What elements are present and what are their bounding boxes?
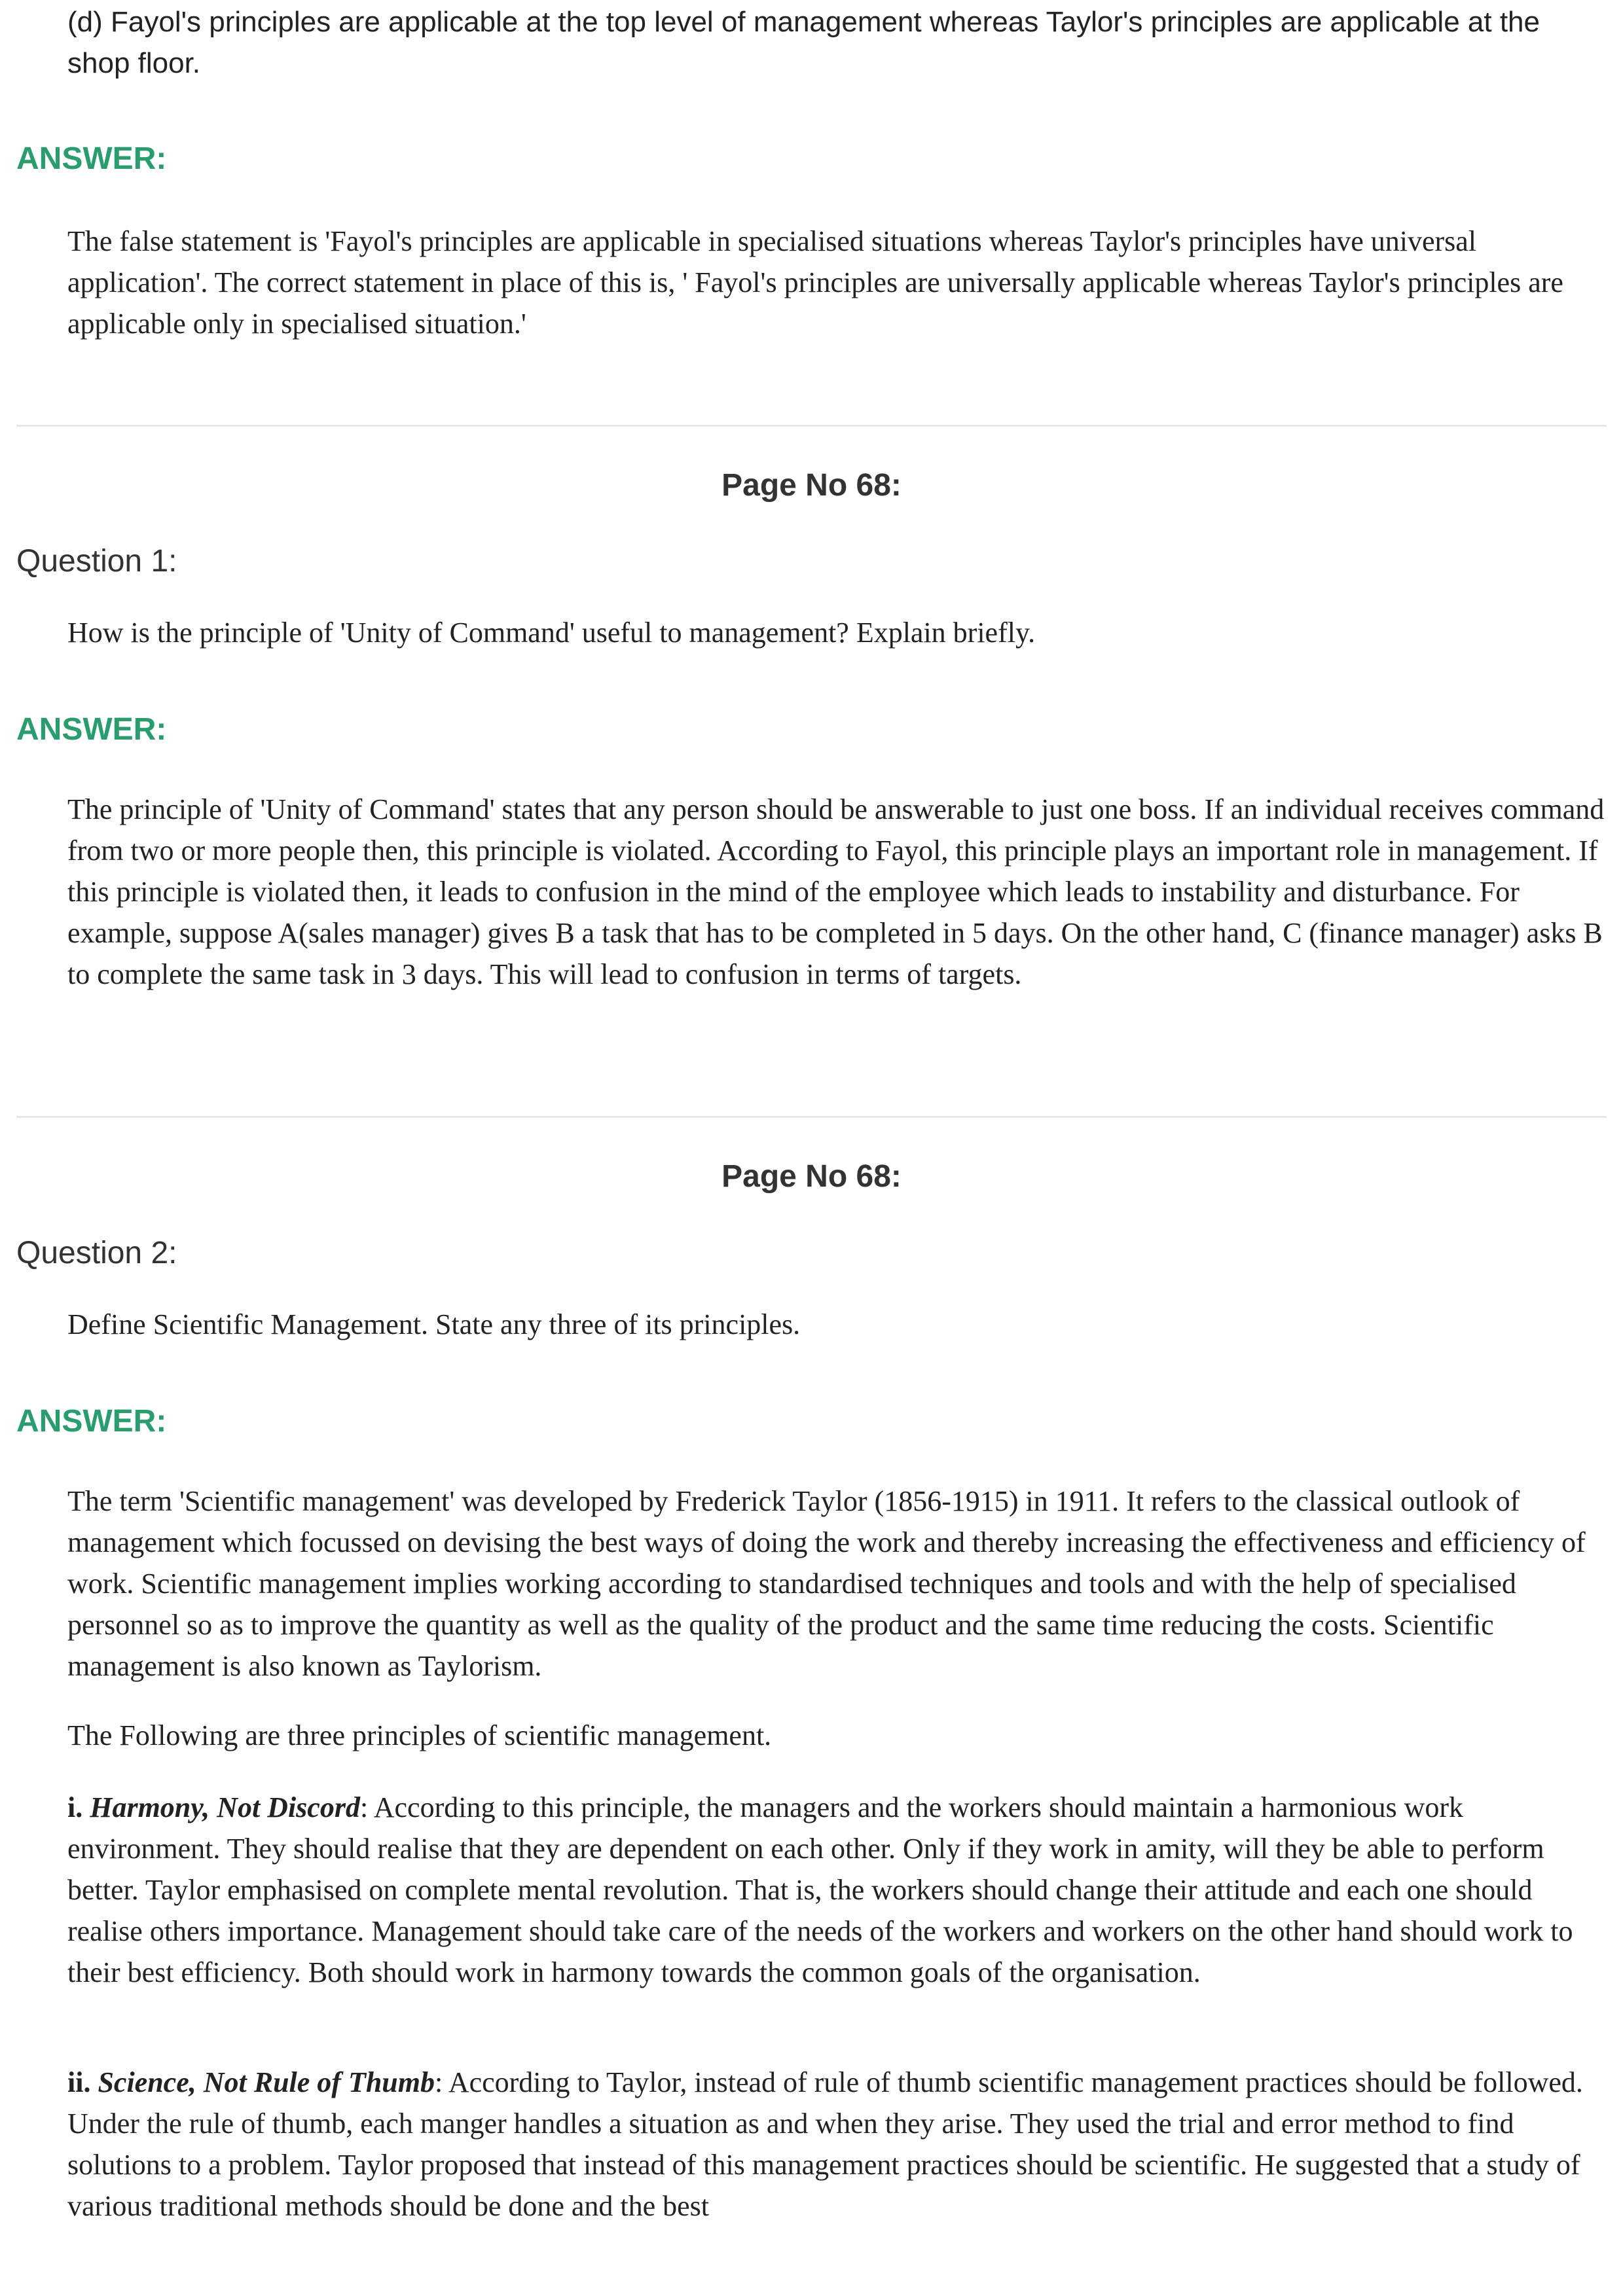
principle-title: Science, Not Rule of Thumb <box>98 2066 435 2098</box>
principle-item <box>67 2062 1606 2227</box>
answer-label: ANSWER: <box>16 712 167 747</box>
answer-paragraph: The Following are three principles of scientific management. <box>67 1719 772 1751</box>
question-label: Question 1: <box>16 544 177 579</box>
question-label: Question 2: <box>16 1236 177 1270</box>
answer-text: The principle of 'Unity of Command' states that any person should be answerable to just one boss. If an individual receives command from two or more people then, this principle is violated. According to Fayol, this principle plays an important role in management. If this principle is violated then, it leads to confusion in the mind of the employee which leads to instability and disturbance. For example, suppose A(sales manager) gives B a task that has to be completed in 5 days. On the other hand, C (finance manager) asks B to complete the same task in 3 days. This will lead to confusion in terms of targets. <box>67 793 1605 990</box>
principle-title: Harmony, Not Discord <box>90 1791 360 1823</box>
principle-number: i. <box>67 1791 83 1823</box>
principle-text: : According to this principle, the managers and the workers should maintain a harmonious work environment. They should realise that they are dependent on each other. Only if they work in amity, will they be able to perform better. Taylor emphasised on complete mental revolution. That is, the workers should change their attitude and each one should realise others importance. Management should take care of the needs of the workers and workers on the other hand should work to their best efficiency. Both should work in harmony towards the common goals of the organisation. <box>67 1791 1573 1988</box>
answer-label: ANSWER: <box>16 1404 167 1439</box>
answer-label: ANSWER: <box>16 141 167 176</box>
principle-number: ii. <box>67 2066 91 2098</box>
section-divider <box>16 1116 1607 1118</box>
principle-item <box>67 1787 1606 1993</box>
answer-paragraph: The term 'Scientific management' was developed by Frederick Taylor (1856-1915) in 1911. It refers to the classical outlook of management which focussed on devising the best ways of doing the work and thereby increasing the effectiveness and efficiency of work. Scientific management implies working according to standardised techniques and tools and with the help of specialised personnel so as to improve the quantity as well as the quality of the product and the same time reducing the costs. Scientific management is also known as Taylorism. <box>67 1485 1586 1682</box>
page-number-heading: Page No 68: <box>721 1159 902 1194</box>
section-divider <box>16 425 1607 427</box>
principle-text: : According to Taylor, instead of rule of thumb scientific management practices should be followed. Under the rule of thumb, each manger handles a situation as and when they arise. They used the trial and error method to find solutions to a problem. Taylor proposed that instead of this management practices should be scientific. He suggested that a study of various traditional methods should be done and the best <box>67 2066 1583 2222</box>
question-text: Define Scientific Management. State any three of its principles. <box>67 1308 801 1340</box>
answer-text: The false statement is 'Fayol's principles are applicable in specialised situations whereas Taylor's principles have universal application'. The correct statement in place of this is, ' Fayol's principles are universally applicable whereas Taylor's principles are applicable only in specialised situation.' <box>67 225 1563 340</box>
question-text: How is the principle of 'Unity of Command' useful to management? Explain briefly. <box>67 617 1036 649</box>
option-d-text: (d) Fayol's principles are applicable at the top level of management whereas Taylor's principles are applicable at the shop floor. <box>67 6 1540 79</box>
page-number-heading: Page No 68: <box>721 468 902 503</box>
